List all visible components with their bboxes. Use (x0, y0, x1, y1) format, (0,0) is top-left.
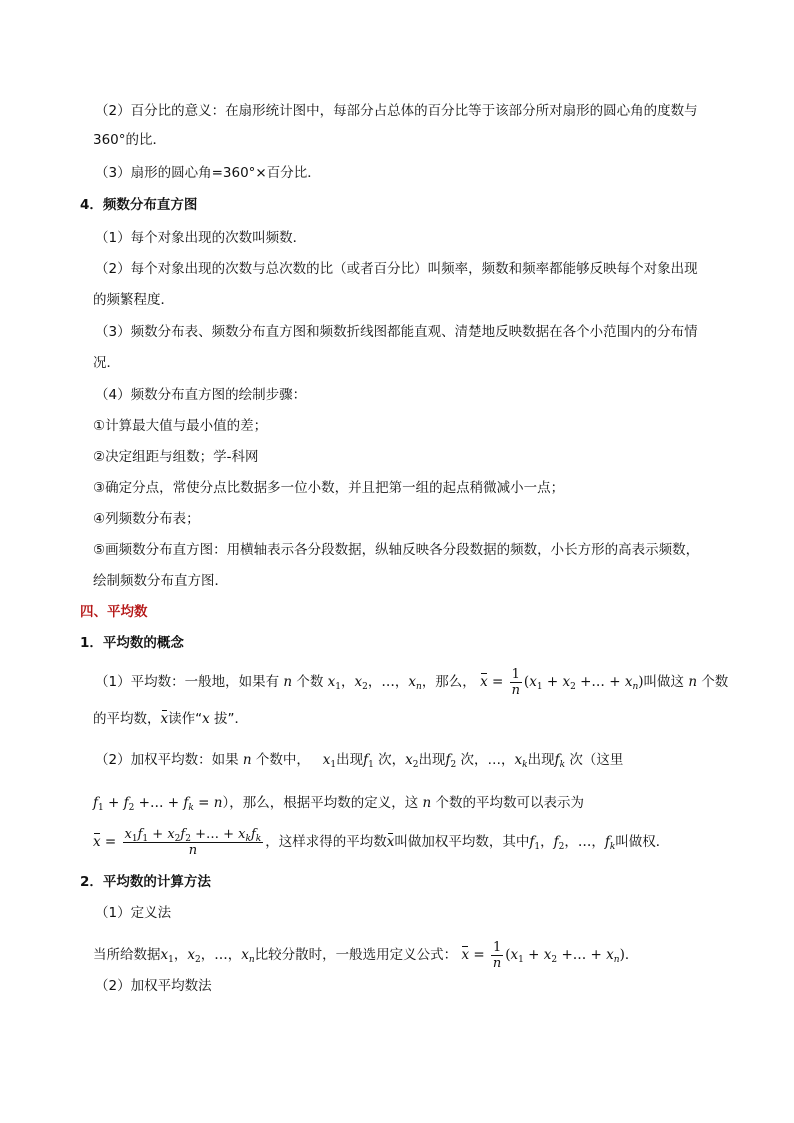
method-definition-title: （1）定义法 (95, 905, 172, 921)
histogram-step-2: ②决定组距与组数；学-科网 (93, 449, 259, 465)
histogram-step-3: ③确定分点，常使分点比数据多一位小数，并且把第一组的起点稍微减小一点； (93, 480, 565, 496)
pie-percent-meaning-line1: （2）百分比的意义：在扇形统计图中，每部分占总体的百分比等于该部分所对扇形的圆心角的度数与 (95, 103, 698, 119)
weighted-mean-line1: （2）加权平均数：如果 n 个数中， $x_1$出现$f_1$ 次，$x_2$出现$f_2$ 次，…，$x_k$出现$f_k$ 次（这里 (95, 752, 624, 770)
formula-mean-definition: x = $\frac{1}{n}$ ($x_1 + x_2$ +… + $x_n$) (480, 667, 644, 698)
method-weighted-title: （2）加权平均数法 (95, 978, 212, 994)
formula-weighted-mean: x = $\frac{x_1f_1 + x_2f_2 +\dots + x_kf_k}{n}$ (93, 827, 262, 858)
histogram-step-1: ①计算最大值与最小值的差； (93, 418, 268, 434)
weighted-mean-line2: $f_1 + f_2$ +… + $f_k = n$），那么，根据平均数的定义，这 n 个数的平均数可以表示为 (93, 795, 584, 813)
mean-definition-line1: （1）平均数：一般地，如果有 n 个数 $x_1$，$x_2$，…，$x_n$，那么， x = $\frac{1}{n}$ ($x_1 + x_2$ +… + $x_n$)叫做这 n 个数 (95, 667, 729, 698)
formula-mean-definition-2: x = $\frac{1}{n}$ ($x_1 + x_2$ +… + $x_n$) (461, 940, 625, 971)
section-heading-mean-methods: 2．平均数的计算方法 (80, 874, 211, 890)
pie-central-angle-line: （3）扇形的圆心角=360°×百分比． (95, 165, 321, 181)
histogram-step-5-line2: 绘制频数分布直方图． (93, 573, 228, 589)
section-heading-histogram: 4．频数分布直方图 (80, 197, 198, 213)
formula-sum-f-equals-n: $f_1 + f_2$ +… + $f_k = n$ (93, 795, 223, 813)
pie-percent-meaning-line2: 360°的比． (93, 132, 167, 148)
histogram-desc-line1: （3）频数分布表、频数分布直方图和频数折线图都能直观、清楚地反映数据在各个小范围内的分布情 (95, 324, 698, 340)
section-heading-mean-concept: 1．平均数的概念 (80, 635, 184, 651)
section-title-mean: 四、平均数 (80, 604, 148, 620)
weighted-mean-line3: x = $\frac{x_1f_1 + x_2f_2 +\dots + x_kf_k}{n}$ ，这样求得的平均数x叫做加权平均数，其中$f_1$，$f_2$，…，$f_k$叫做权． (93, 827, 670, 858)
formula-x1-xn: $x_1$，$x_2$，…，$x_n$ (327, 674, 422, 692)
histogram-step-4: ④列频数分布表； (93, 511, 200, 527)
relative-frequency-line1: （2）每个对象出现的次数与总次数的比（或者百分比）叫频率，频数和频率都能够反映每个对象出现 (95, 261, 698, 277)
relative-frequency-line2: 的频繁程度． (93, 292, 174, 308)
histogram-step-5-line1: ⑤画频数分布直方图：用横轴表示各分段数据，纵轴反映各分段数据的频数，小长方形的高表示频数， (93, 542, 700, 558)
method-definition-desc: 当所给数据$x_1$，$x_2$，…，$x_n$比较分散时，一般选用定义公式： x = $\frac{1}{n}$ ($x_1 + x_2$ +… + $x_n$)． (93, 940, 639, 971)
frequency-definition: （1）每个对象出现的次数叫频数． (95, 230, 307, 246)
mean-definition-line2: 的平均数，x读作“x 拔”． (93, 711, 249, 727)
x-bar-symbol: x (160, 711, 169, 727)
histogram-steps-title: （4）频数分布直方图的绘制步骤： (95, 387, 307, 403)
histogram-desc-line2: 况． (93, 355, 120, 371)
